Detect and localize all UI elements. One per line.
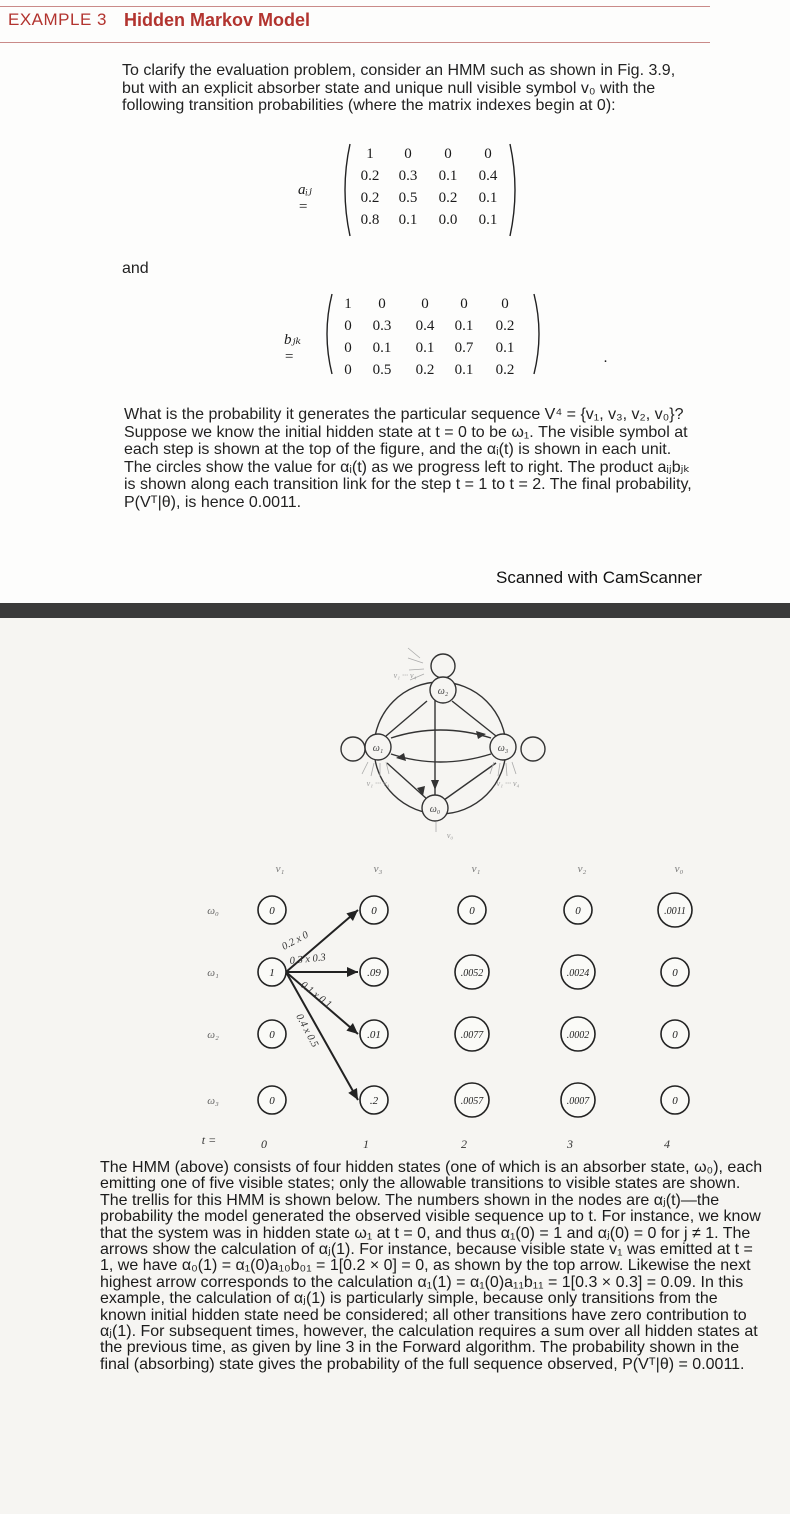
hmm-state-w0: ω₀ [429,804,441,815]
matrix-b-cell: 0 [344,362,352,378]
trellis-node-value: 0 [269,1095,275,1107]
trellis-node-value: 0 [269,1029,275,1041]
trellis-node-value: 0 [469,905,475,917]
trellis-state-label: ω₀ [207,905,219,917]
trellis-node-value: .09 [367,967,381,979]
caption-paragraph: The HMM (above) consists of four hidden states (one of which is an absorber state, ω₀), each emitting one of five visible states; only the allowable transitions to visible states are shown. The trellis for this HMM is shown below. The numbers shown in the nodes are αⱼ(t)—the probability the model generated the observed visible sequence up to t. For instance, we know that the system was in hidden state ω₁ at t = 0, and thus α₁(0) = 1 and αⱼ(0) = 0 for j ≠ 1. The arrows show the calculation of αⱼ(1). For instance, because visible state v₁ was emitted at t = 1, we have α₀(1) = α₁(0)a₁₀b₀₁ = 1[0.2 × 0] = 0, as shown by the top arrow. Likewise the next highest arrow corresponds to the calculation α₁(1) = α₁(0)a₁₁b₁₁ = 1[0.3 × 0.3] = 0.09. In this example, the calculation of αⱼ(1) is particularly simple, because only transitions from the known initial hidden state need be considered; all other transitions have zero contribution to αⱼ(1). For subsequent times, however, the calculation requires a sum over all hidden states at the previous time, as given by line 3 in the Forward algorithm. The probability shown in the final (absorbing) state gives the probability of the full sequence observed, P(Vᵀ|θ) = 0.0011. [100,1159,763,1373]
trellis-arrow-label: 0.2 x 0 [280,929,311,953]
figure-caption [100,1160,766,1373]
matrix-b-cell: 0.7 [454,340,474,356]
trellis-visible-symbol: v₃ [373,863,383,875]
hmm-state-diagram [0,618,790,858]
hmm-state-w2: ω₂ [437,686,449,697]
matrix-b-cell: 0.1 [454,318,474,334]
hmm-emit-w2: v₁ ··· v₄ [393,671,417,680]
matrix-a-cell: 0.5 [398,190,418,206]
intro-paragraph: To clarify the evaluation problem, consider an HMM such as shown in Fig. 3.9, but with an explicit absorber state and unique null visible symbol v₀ with the following transition probabilities (where the matrix indexes begin at 0): [122,62,676,114]
trellis-node-value: 0 [672,1029,678,1041]
matrix-b-cell: 0.1 [415,340,435,356]
matrix-a-cell: 0 [484,146,492,162]
matrix-a-label: aᵢⱼ = [298,182,312,215]
trellis-arrow-label: 0.4 x 0.5 [293,1012,321,1050]
matrix-a-cell: 0.8 [360,212,380,228]
matrix-b-label: bⱼₖ = [284,332,301,365]
matrix-b-cell: 0.2 [415,362,435,378]
matrix-b-cell: 0 [344,318,352,334]
trellis-time-value: 3 [567,1137,573,1151]
trellis-node-value: .0077 [460,1030,484,1041]
matrix-b-cell: 0.2 [495,362,515,378]
trellis-node-value: 0 [672,1095,678,1107]
trellis-node-value: .0002 [566,1030,590,1041]
matrix-b-cell: 0 [378,296,386,312]
header-rule-top [0,6,710,7]
trellis-time-label: t = [201,1133,217,1147]
trellis-node-value: .0024 [566,968,590,979]
trellis-node-value: .01 [367,1029,381,1041]
matrix-b-cell: 0.5 [372,362,392,378]
trellis-arrowhead [347,967,358,977]
trellis-visible-symbol: v₁ [471,863,481,875]
trellis-node-value: 0 [575,905,581,917]
hmm-emit-w1: v₁ ··· v₄ [366,779,390,788]
matrix-b-cell: 1 [344,296,352,312]
trellis-node-value: 0 [672,967,678,979]
trellis-node-value: .2 [369,1095,379,1107]
hmm-emit-w3: v₁ ··· v₄ [496,779,520,788]
matrix-b-cell: 0 [421,296,429,312]
matrix-a-cell: 0 [404,146,412,162]
trellis-node-value: .0057 [460,1096,484,1107]
scanner-watermark: Scanned with CamScanner [495,568,702,587]
trellis-diagram [0,858,790,1158]
matrix-b-cell: 0.1 [454,362,474,378]
matrix-a-cell: 0.3 [398,168,418,184]
matrix-a-cell: 0.2 [438,190,458,206]
matrix-a-cell: 0 [444,146,452,162]
trellis-visible-symbol: v₁ [275,863,285,875]
trellis-visible-symbol: v₂ [577,863,587,875]
matrix-b-cell: 0.3 [372,318,392,334]
trellis-time-value: 4 [664,1137,670,1151]
matrix-b-cell: 0.4 [415,318,435,334]
trellis-visible-symbol: v₀ [674,863,684,875]
page-divider [0,603,790,618]
matrix-b-cell: 0 [460,296,468,312]
matrix-a-cell: 0.2 [360,168,380,184]
trellis-node-value: 0 [269,905,275,917]
trellis-node-value: 1 [269,967,275,979]
matrix-a-cell: 0.1 [438,168,458,184]
trellis-time-value: 0 [261,1137,267,1151]
trellis-state-label: ω₂ [207,1029,219,1041]
example-label: EXAMPLE 3 [8,10,107,29]
trellis-node-value: .0052 [460,968,484,979]
trellis-node-value: .0011 [664,906,686,917]
trellis-arrow-label: 0.1 x 0.1 [298,979,334,1011]
question-paragraph: What is the probability it generates the particular sequence V⁴ = {v₁, v₃, v₂, v₀}? Suppose we know the initial hidden state at t = 0 to be ω₁. The visible symbol at each step is shown at the top of the figure, and the αᵢ(t) is shown in each unit. The circles show the value for αᵢ(t) as we progress left to right. The product aᵢⱼbⱼₖ is shown along each transition link for the step t = 1 to t = 2. The final probability, P(Vᵀ|θ), is hence 0.0011. [124,406,692,511]
matrix-a-cell: 0.2 [360,190,380,206]
and-label: and [122,260,149,277]
trellis-time-value: 2 [461,1137,467,1151]
example-title: Hidden Markov Model [124,10,311,30]
top-scanned-page [0,0,790,603]
matrix-b-cell: 0 [501,296,509,312]
trellis-node-value: .0007 [566,1096,590,1107]
trellis-node-value: 0 [371,905,377,917]
matrix-b-cell: 0.1 [495,340,515,356]
matrix-a-cell: 0.0 [438,212,458,228]
hmm-state-w3: ω₃ [497,743,509,754]
trellis-time-value: 1 [363,1137,369,1151]
matrix-a-cell: 0.1 [478,212,498,228]
matrix-a-cell: 0.1 [398,212,418,228]
trellis-arrow [286,972,358,1100]
hmm-emit-w0: v₀ [446,831,454,840]
matrix-b-cell: 0.1 [372,340,392,356]
matrix-a-cell: 0.4 [478,168,498,184]
matrix-a-cell: 1 [366,146,374,162]
trellis-state-label: ω₁ [207,967,219,979]
matrix-b-trailing: . [604,350,608,366]
header-rule-bottom [0,42,710,43]
matrix-a-cell: 0.1 [478,190,498,206]
trellis-arrow-label: 0.3 x 0.3 [289,952,327,967]
trellis-state-label: ω₃ [207,1095,219,1107]
hmm-state-w1: ω₁ [372,743,384,754]
matrix-b-cell: 0.2 [495,318,515,334]
matrix-b-cell: 0 [344,340,352,356]
